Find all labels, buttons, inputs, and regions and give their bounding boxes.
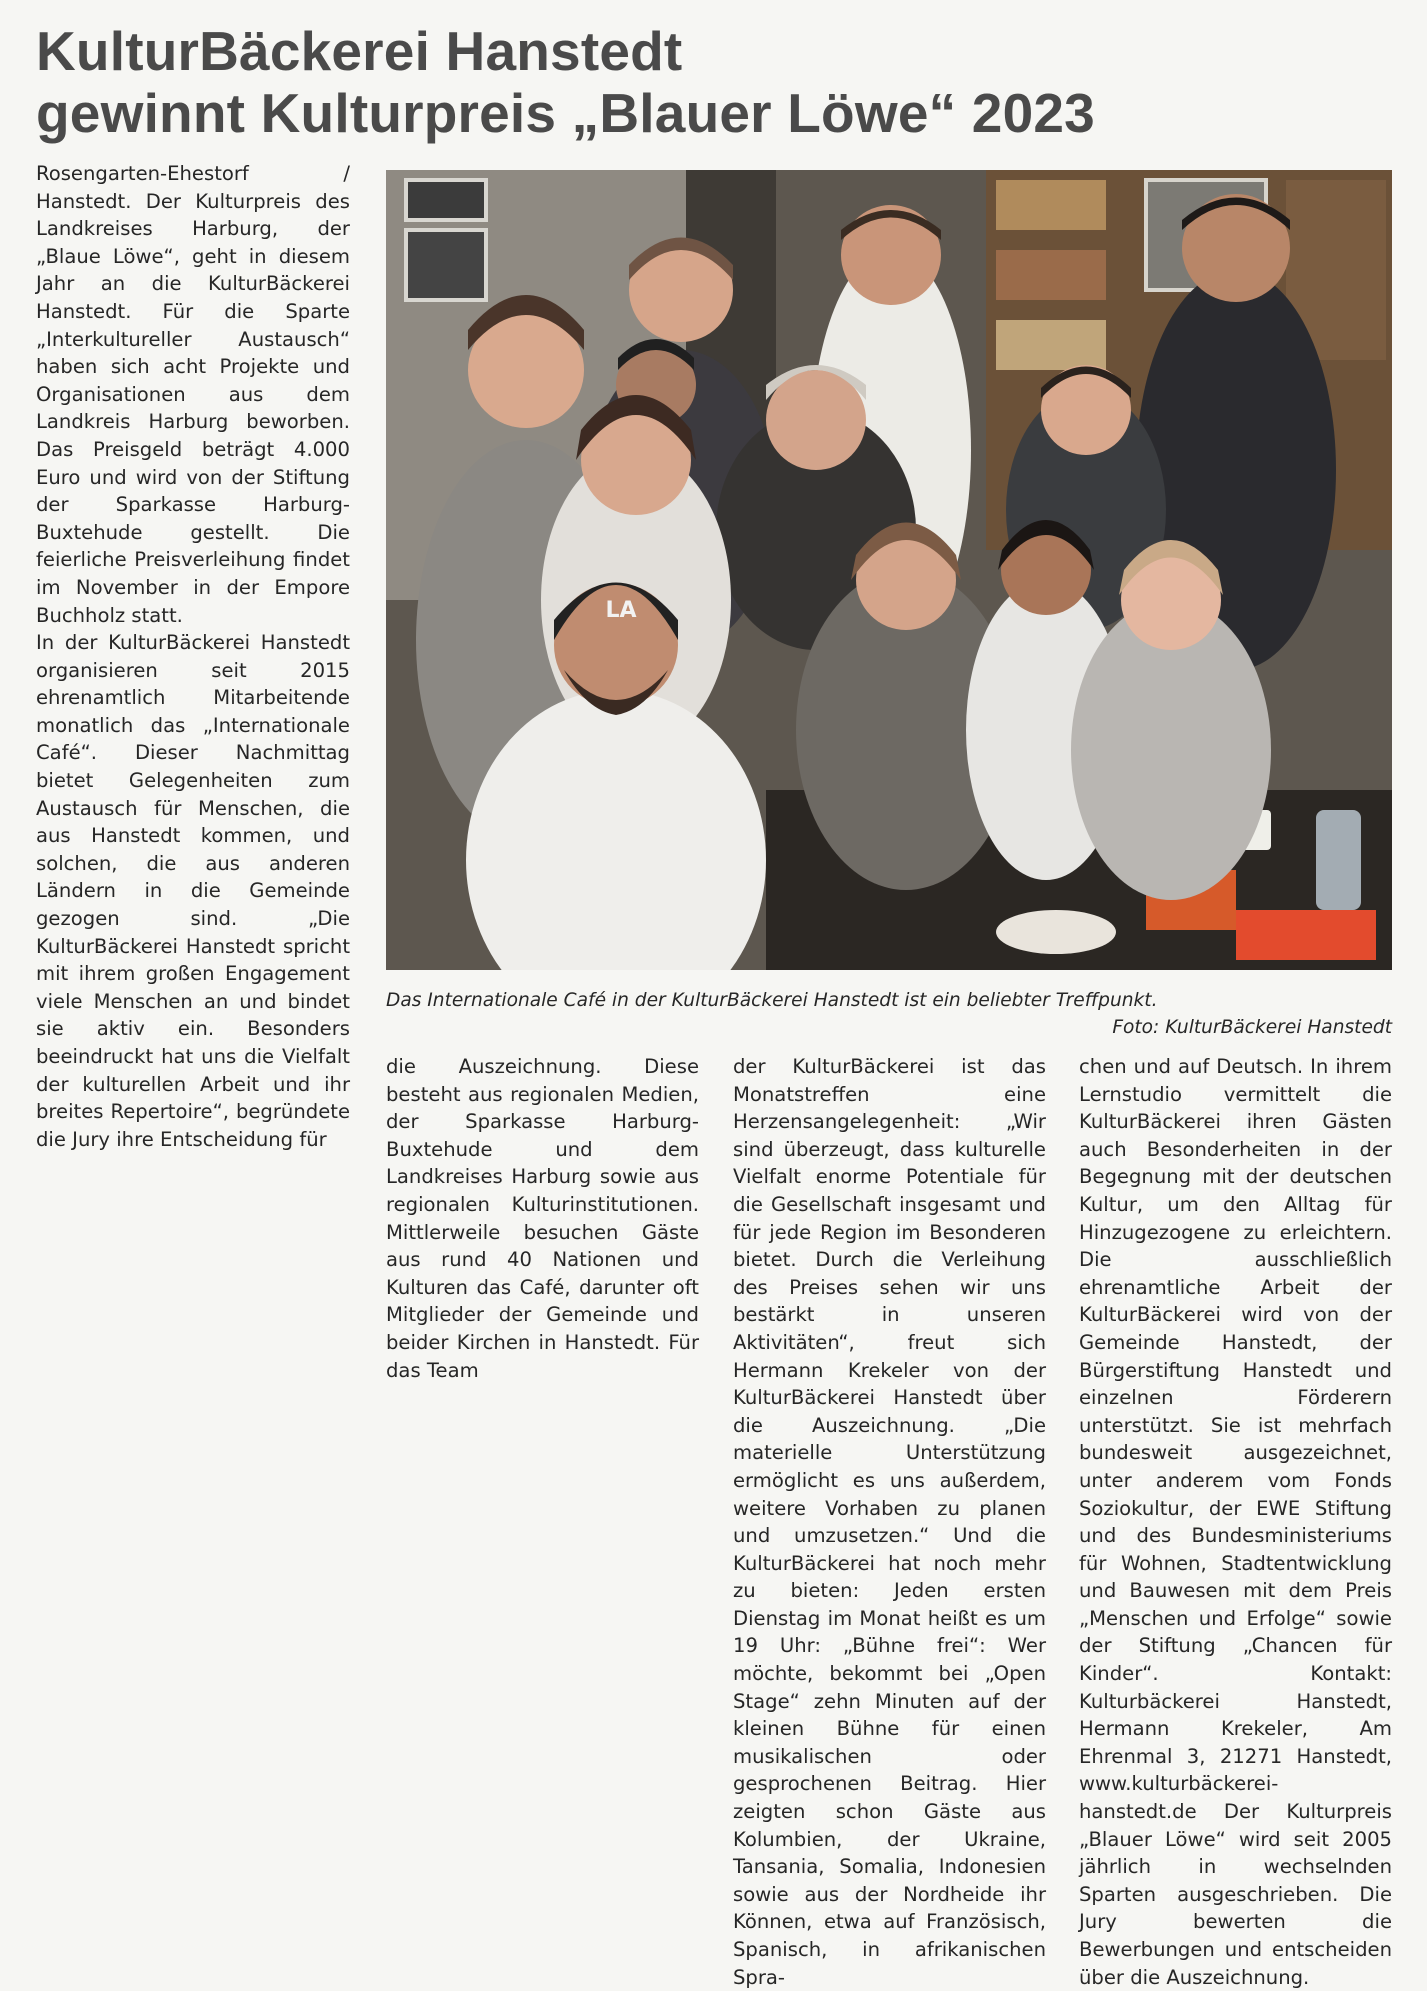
article-column-1 xyxy=(36,160,350,1153)
article-column-4 xyxy=(1079,1053,1392,1991)
headline-line-2: gewinnt Kulturpreis „Blauer Löwe“ 2023 xyxy=(36,82,1095,144)
wall-picture xyxy=(406,230,486,300)
shelf-books xyxy=(996,320,1106,370)
paragraph-column-3: der KulturBäckerei ist das Monatstreffen eine Herzensangelegenheit: „Wir sind überzeugt, dass kulturelle Vielfalt enorme Potentiale für die Gesellschaft insgesamt und für jede Region im Besonderen bietet. Durch die Verleihung des Preises sehen wir uns bestärkt in unseren Aktivitäten“, freut sich Hermann Krekeler von der KulturBäckerei Hanstedt über die Auszeichnung. „Die materielle Unterstützung ermöglicht es uns außerdem, weitere Vorhaben zu planen und umzusetzen.“ Und die KulturBäckerei hat noch mehr zu bieten: Jeden ersten Dienstag im Monat heißt es um 19 Uhr: „Bühne frei“: Wer möchte, bekommt bei „Open Stage“ zehn Minuten auf der kleinen Bühne für einen musikalischen oder gesprochenen Beitrag. Hier zeigten schon Gäste aus Kolumbien, der Ukraine, Tansania, Somalia, Indonesien sowie aus der Nordheide ihr Können, etwa auf Französisch, Spanisch, in afrikanischen Spra- xyxy=(733,1055,1046,1989)
headline-line-1: KulturBäckerei Hanstedt xyxy=(36,20,683,82)
paragraph-intro: Rosengarten-Ehestorf / Hanstedt. Der Kulturpreis des Landkreises Harburg, der „Blaue Löwe“, geht in diesem Jahr an die KulturBäckerei Hanstedt. Für die Sparte „Interkultureller Austausch“ haben sich acht Projekte und Organisationen aus dem Landkreis Harburg beworben. Das Preisgeld beträgt 4.000 Euro und wird von der Stiftung der Sparkasse Harburg-Buxtehude gestellt. Die feierliche Preisverleihung findet im November in der Empore Buchholz statt. xyxy=(36,162,350,627)
group-photo xyxy=(386,170,1392,970)
water-bottle xyxy=(1316,810,1361,910)
article-column-2 xyxy=(386,1053,699,1384)
snack-box xyxy=(1236,910,1376,960)
paragraph-cafe: In der KulturBäckerei Hanstedt organisieren seit 2015 ehrenamtlich Mitarbeitende monatlich das „Internationale Café“. Dieser Nachmittag bietet Gelegenheiten zum Austausch für Menschen, die aus Hanstedt kommen, und solchen, die aus anderen Ländern in die Gemeinde gezogen sind. „Die KulturBäckerei Hanstedt spricht mit ihrem großen Engagement viele Menschen an und bindet sie aktiv ein. Besonders beeindruckt hat uns die Vielfalt der kulturellen Arbeit und ihr breites Repertoire“, begründete die Jury ihre Entscheidung für xyxy=(36,631,350,1151)
cap-logo: LA xyxy=(605,598,637,623)
plate xyxy=(996,910,1116,954)
article-headline xyxy=(36,20,1336,144)
photo-caption: Das Internationale Café in der KulturBäckerei Hanstedt ist ein beliebter Treffpunkt. xyxy=(386,990,1158,1011)
people-group xyxy=(416,194,1336,970)
photo-credit: Foto: KulturBäckerei Hanstedt xyxy=(1112,1017,1392,1038)
paragraph-column-4: chen und auf Deutsch. In ihrem Lernstudio vermittelt die KulturBäckerei ihren Gästen auch Besonderheiten in der Begegnung mit der deutschen Kultur, um den Alltag für Hinzugezogene zu erleichtern. Die ausschließlich ehrenamtliche Arbeit der KulturBäckerei wird von der Gemeinde Hanstedt, der Bürgerstiftung Hanstedt und einzelnen Förderern unterstützt. Sie ist mehrfach bundesweit ausgezeichnet, unter anderem vom Fonds Soziokultur, der EWE Stiftung und des Bundesministeriums für Wohnen, Stadtentwicklung und Bauwesen mit dem Preis „Menschen und Erfolge“ sowie der Stiftung „Chancen für Kinder“. Kontakt: Kulturbäckerei Hanstedt, Hermann Krekeler, Am Ehrenmal 3, 21271 Hanstedt, www.kulturbäckerei-hanstedt.de Der Kulturpreis „Blauer Löwe“ wird seit 2005 jährlich in wechselnden Sparten ausgeschrieben. Die Jury bewerten die Bewerbungen und entscheiden über die Auszeichnung. xyxy=(1079,1055,1392,1989)
article-column-3 xyxy=(733,1053,1046,1991)
shelf-books xyxy=(996,250,1106,300)
wall-picture xyxy=(406,180,486,220)
shelf-books xyxy=(996,180,1106,230)
group-photo-illustration xyxy=(386,170,1392,970)
paragraph-column-2: die Auszeichnung. Diese besteht aus regionalen Medien, der Sparkasse Harburg-Buxtehude und dem Landkreises Harburg sowie aus regionalen Kulturinstitutionen. Mittlerweile besuchen Gäste aus rund 40 Nationen und Kulturen das Café, darunter oft Mitglieder der Gemeinde und beider Kirchen in Hanstedt. Für das Team xyxy=(386,1055,699,1382)
